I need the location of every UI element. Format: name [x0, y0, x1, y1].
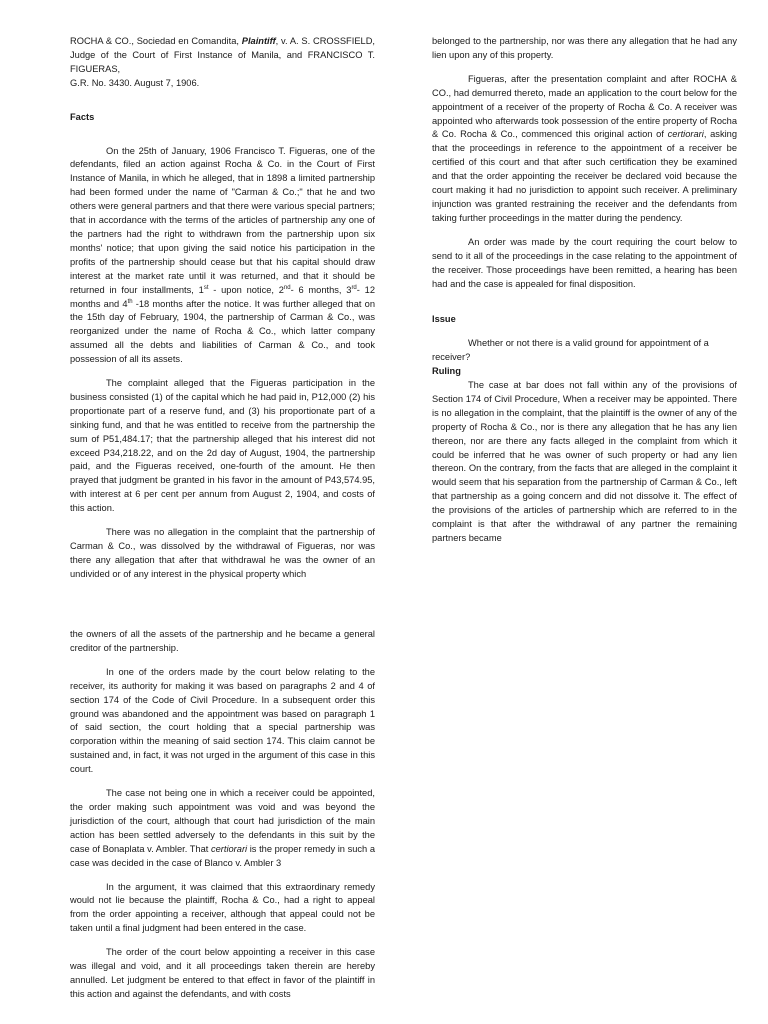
case-caption: ROCHA & CO., Sociedad en Comandita, Plaintiff, v. A. S. CROSSFIELD, Judge of the Court of First Instance of Manila, and FRANCISCO T. FIGUERAS,: [70, 36, 375, 74]
ruling-paragraph-5: The order of the court below appointing a receiver in this case was illegal and void, and it all proceedings taken therein are hereby annulled. Let judgment be entered to that effect in favor of the plaintiff in this action and against the defendants, and with costs: [70, 947, 375, 999]
facts-heading: Facts: [70, 111, 95, 122]
right-column-top: [432, 35, 737, 546]
issue-heading: Issue: [432, 314, 456, 325]
facts-paragraph-3-continued: belonged to the partnership, nor was there any allegation that he had any lien upon any of this property.: [432, 36, 737, 60]
issue-text: Whether or not there is a valid ground for appointment of a receiver?: [432, 338, 709, 363]
left-column-bottom: [70, 628, 375, 1002]
facts-paragraph-3: There was no allegation in the complaint that the partnership of Carman & Co., was dissolved by the withdrawal of Figueras, nor was there any allegation that after that withdrawal he was the owner of an undivided or of any interest in the physical property which: [70, 527, 375, 579]
facts-paragraph-2: The complaint alleged that the Figueras participation in the business consisted (1) of the capital which he had paid in, P12,000 (2) his proportionate part of a reserve fund, and (3) his proportionate part of a sinking fund, and that he was entitled to receive from the partnership the sum of P51,484.17; that the partnership alleged that his interest did not exceed P34,218.22, and on the 2d day of August, 1904, the partnership paid, and the Figueras received, one-fourth of the amount. He then prayed that judgment be granted in his favor in the amount of P43,574.95, with interest at 6 per cent per annum from August 2, 1904, and costs of this action.: [70, 378, 375, 514]
ruling-paragraph-3: The case not being one in which a receiver could be appointed, the order making such appointment was void and was beyond the jurisdiction of the court, although that court had jurisdiction of the main action has been settled adversely to the defendants in this suit by the case of Bonaplata v. Ambler. That certiorari is the proper remedy in such a case was decided in the case of Blanco v. Ambler 3: [70, 788, 375, 868]
ruling-paragraph-4: In the argument, it was claimed that this extraordinary remedy would not lie because the plaintiff, Rocha & Co., had a right to appeal from the order appointing a receiver, although that appeal could not be taken until a final judgment had been entered in the case.: [70, 881, 375, 934]
facts-paragraph-5: An order was made by the court requiring the court below to send to it all of the proceedings in the case relating to the appointment of the receiver. Those proceedings have been remitted, a hearing has been had and the case is appealed for final disposition.: [432, 236, 737, 289]
ruling-paragraph-1-continued: the owners of all the assets of the partnership and he became a general creditor of the partnership.: [70, 629, 375, 653]
facts-paragraph-4: Figueras, after the presentation complaint and after ROCHA & CO., had demurred thereto, made an application to the court below for the appointment of a receiver of the property of Rocha & Co. A receiver was appointed who afterwards took possession of the entire property of Rocha & Co. Rocha & Co., commenced this original action of certiorari, asking that the proceedings in reference to the appointment of a receiver be certified of this court and that after such certification they be examined and that the order appointing the receiver be declared void because the court making it had no jurisdiction to appoint such receiver. A preliminary injunction was granted restraining the receiver and the defendants from taking further proceedings in the matter during the pendency.: [432, 73, 738, 223]
case-gr-number: G.R. No. 3430. August 7, 1906.: [70, 77, 200, 88]
ruling-paragraph-1: The case at bar does not fall within any of the provisions of Section 174 of Civil Procedure, When a receiver may be appointed. There is no allegation in the complaint, that the plaintiff is the owner of any of the property of Rocha & Co., nor is there any allegation that he has any lien thereon, nor are there any facts alleged in the complaint from which it could be inferred that he was owner of such property or had any lien thereon. On the contrary, from the facts that are alleged in the complaint it would seem that his separation from the partnership of Carman & Co., left that partnership as a going concern and did not dissolve it. The effect of the provisions of the articles of partnership which are referred to in the complaint is that after the withdrawal of any partner the remaining partners became: [432, 380, 737, 543]
facts-paragraph-1: On the 25th of January, 1906 Francisco T. Figueras, one of the defendants, filed an action against Rocha & Co. in the Court of First Instance of Manila, in which he alleged, that in 1898 a limited partnership had been formed under the name of "Carman & Co.;" that he and two others were general partners and that there were various special partners; that in accordance with the terms of the articles of partnership any one of the partners had the right to withdrawn from the partnership upon six months' notice; that upon giving the said notice his participation in the profits of the partnership should cease but that his capital should draw interest at the market rate until it was returned, and that it should be returned in four installments, 1st - upon notice, 2nd- 6 months, 3rd- 12 months and 4th -18 months after the notice. It was further alleged that on the 15th day of February, 1904, the partnership of Carman & Co., was reorganized under the name of Rocha & Co., which latter company assumed all the debts and liabilities of Carman & Co., and took possession of all its assets.: [70, 145, 376, 365]
ruling-paragraph-2: In one of the orders made by the court below relating to the receiver, its authority for making it was based on paragraphs 2 and 4 of section 174 of the Code of Civil Procedure. In a subsequent order this ground was abandoned and the appointment was based on paragraph 1 of said section, the court holding that a special partnership was corporation within the meaning of said section 174. This claim cannot be sustained and, in fact, it was not urged in the argument of this case in this court.: [70, 666, 375, 775]
ruling-heading: Ruling: [432, 366, 461, 377]
left-column-top: [70, 35, 375, 582]
